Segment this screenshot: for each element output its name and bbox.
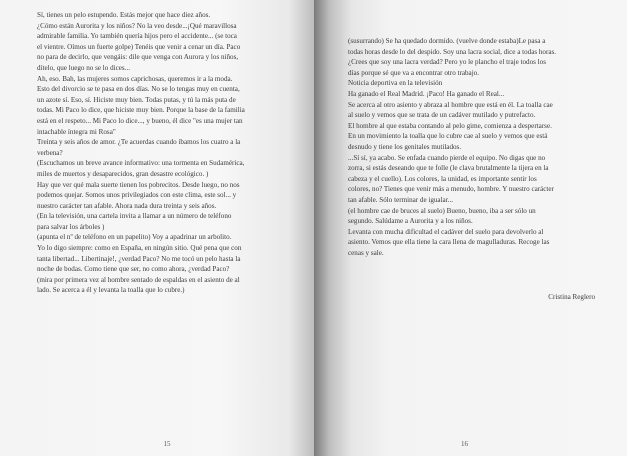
text-line: (mira por primera vez al hombre sentado de espaldas en el asiento de al — [37, 275, 240, 284]
text-line: (apunta el nº de teléfono en un papelito) Voy a apadrinar un arbolito. — [37, 233, 232, 242]
text-line: cabeza y el cuello). Los colores, la unidad, es importante sentir los — [348, 174, 537, 183]
text-line: tanta libertad... Libertinaje!, ¿verdad Paco? No me tocó un pelo hasta la — [37, 254, 241, 263]
text-line: no para de decirlo, que vengáis: dile que venga con Aurora y los niños, — [37, 53, 239, 62]
text-line: ¿Cómo están Aurorita y los niños? No la veo desde...¡Qué maravillosa — [37, 21, 237, 30]
right-page-number: 16 — [461, 440, 468, 449]
text-line: Ha ganado el Real Madrid. ¡Paco! Ha ganado el Real... — [348, 89, 505, 98]
text-line: colores, no? Tienes que venir más a menudo, hombre. Y nuestro carácter — [348, 185, 554, 194]
text-line: (susurrando) Se ha quedado dormido. (vuelve donde estaba)Le pasa a — [348, 37, 546, 45]
text-line: Sí, tienes un pelo estupendo. Estás mejor que hace diez años. — [37, 11, 211, 19]
text-line: para salvar los árboles ) — [37, 222, 105, 231]
text-line: (Escuchamos un breve avance informativo: una tormenta en Sudamérica, — [37, 159, 245, 168]
text-line: un azote sí. Eso, sí. Hiciste muy bien. Todas putas, y tú la más puta de — [37, 95, 236, 104]
text-line: Ah, eso. Bah, las mujeres somos caprichosas, queremos ir a la moda. — [37, 74, 233, 83]
text-line: al suelo y vemos que se trata de un cadáver mutilado y putrefacto. — [348, 111, 536, 120]
text-line: Yo lo digo siempre: como en España, en ningún sitio. Qué pena que con — [37, 244, 242, 253]
text-line: (En la televisión, una cartela invita a llamar a un número de teléfono — [37, 212, 232, 221]
text-line: Esto del divorcio se te pasa en dos días. No se lo tengas muy en cuenta, — [37, 85, 240, 94]
text-line: todas horas desde lo del despido. Soy una lacra social, dice a todas horas. — [348, 47, 557, 56]
text-line: (el hombre cae de bruces al suelo) Bueno, bueno, iba a ser sólo un — [348, 206, 536, 215]
text-line: Hay que ver qué mala suerte tienen los pobrecitos. Desde luego, no nos — [37, 180, 240, 189]
text-line: asiento. Vemos que ella tiene la cara llena de magulladuras. Recoge las — [348, 238, 550, 247]
text-line: segundo. Salúdame a Aurorita y a los niños. — [348, 217, 473, 226]
left-page-text — [37, 10, 298, 296]
text-line: nuestro carácter tan afable. Ahora nada dura treinta y seis años. — [37, 201, 217, 210]
text-line: desnudo y tiene los genitales mutilados. — [348, 142, 462, 151]
text-line: Se acerca al otro asiento y abraza al hombre que está en él. La toalla cae — [348, 100, 553, 109]
text-line: días porque sé que va a encontrar otro trabajo. — [348, 68, 479, 77]
text-line: el vientre. Oímos un fuerte golpe) Tenéis que venir a cenar un día. Paco — [37, 42, 241, 51]
text-line: intachable íntegra mi Rosa" — [37, 127, 116, 136]
text-line: cenas y sale. — [348, 248, 384, 257]
author-signature: Cristina Reglero — [548, 293, 595, 302]
text-line: Treinta y seis años de amor. ¿Te acuerdas cuando íbamos los cuatro a la — [37, 138, 241, 147]
text-line: En un movimiento la toalla que lo cubre cae al suelo y vemos que está — [348, 132, 548, 141]
text-line: verbena? — [37, 148, 63, 157]
text-line: dítelo, que luego no se lo dices... — [37, 63, 130, 72]
text-line: todas. Mi Paco lo dice, que hiciste muy bien. Porque la base de la familia — [37, 106, 245, 115]
text-line: podemos quejar. Somos unos privilegiados con este clima, este sol... y — [37, 191, 237, 200]
text-line: noche de bodas. Como tiene que ser, no como ahora, ¿verdad Paco? — [37, 265, 230, 274]
text-line: lado. Se acerca a él y levanta la toalla que lo cubre.) — [37, 286, 185, 295]
text-line: está en el respeto... Mi Paco lo dice..., y bueno, él dice "es una mujer tan — [37, 116, 243, 125]
text-line: Noticia deportiva en la televisión — [348, 79, 443, 88]
text-line: ...Sí sí, ya acabo. Se enfada cuando pierde el equipo. No digas que no — [348, 153, 546, 162]
text-line: miles de muertos y desaparecidos, gran desastre ecológico. ) — [37, 169, 209, 178]
text-line: Levanta con mucha dificultad el cadáver del suelo para devolverlo al — [348, 227, 544, 236]
text-line: tan afable. Sólo terminar de igualar... — [348, 195, 453, 204]
right-page-text — [348, 36, 603, 258]
right-page — [314, 0, 627, 456]
text-line: admirable familia. Yo también quería hijos pero el accidente... (se toca — [37, 32, 237, 41]
text-line: ¿Crees que soy una lacra verdad? Pero yo le plancho el traje todos los — [348, 58, 546, 67]
left-page-number: 15 — [163, 440, 171, 449]
text-line: zorra, si estás deseando que te folle (le clava brutalmente la tijera en la — [348, 164, 549, 173]
text-line: El hombre al que estaba contando al pelo gime, comienza a despertarse. — [348, 121, 552, 130]
